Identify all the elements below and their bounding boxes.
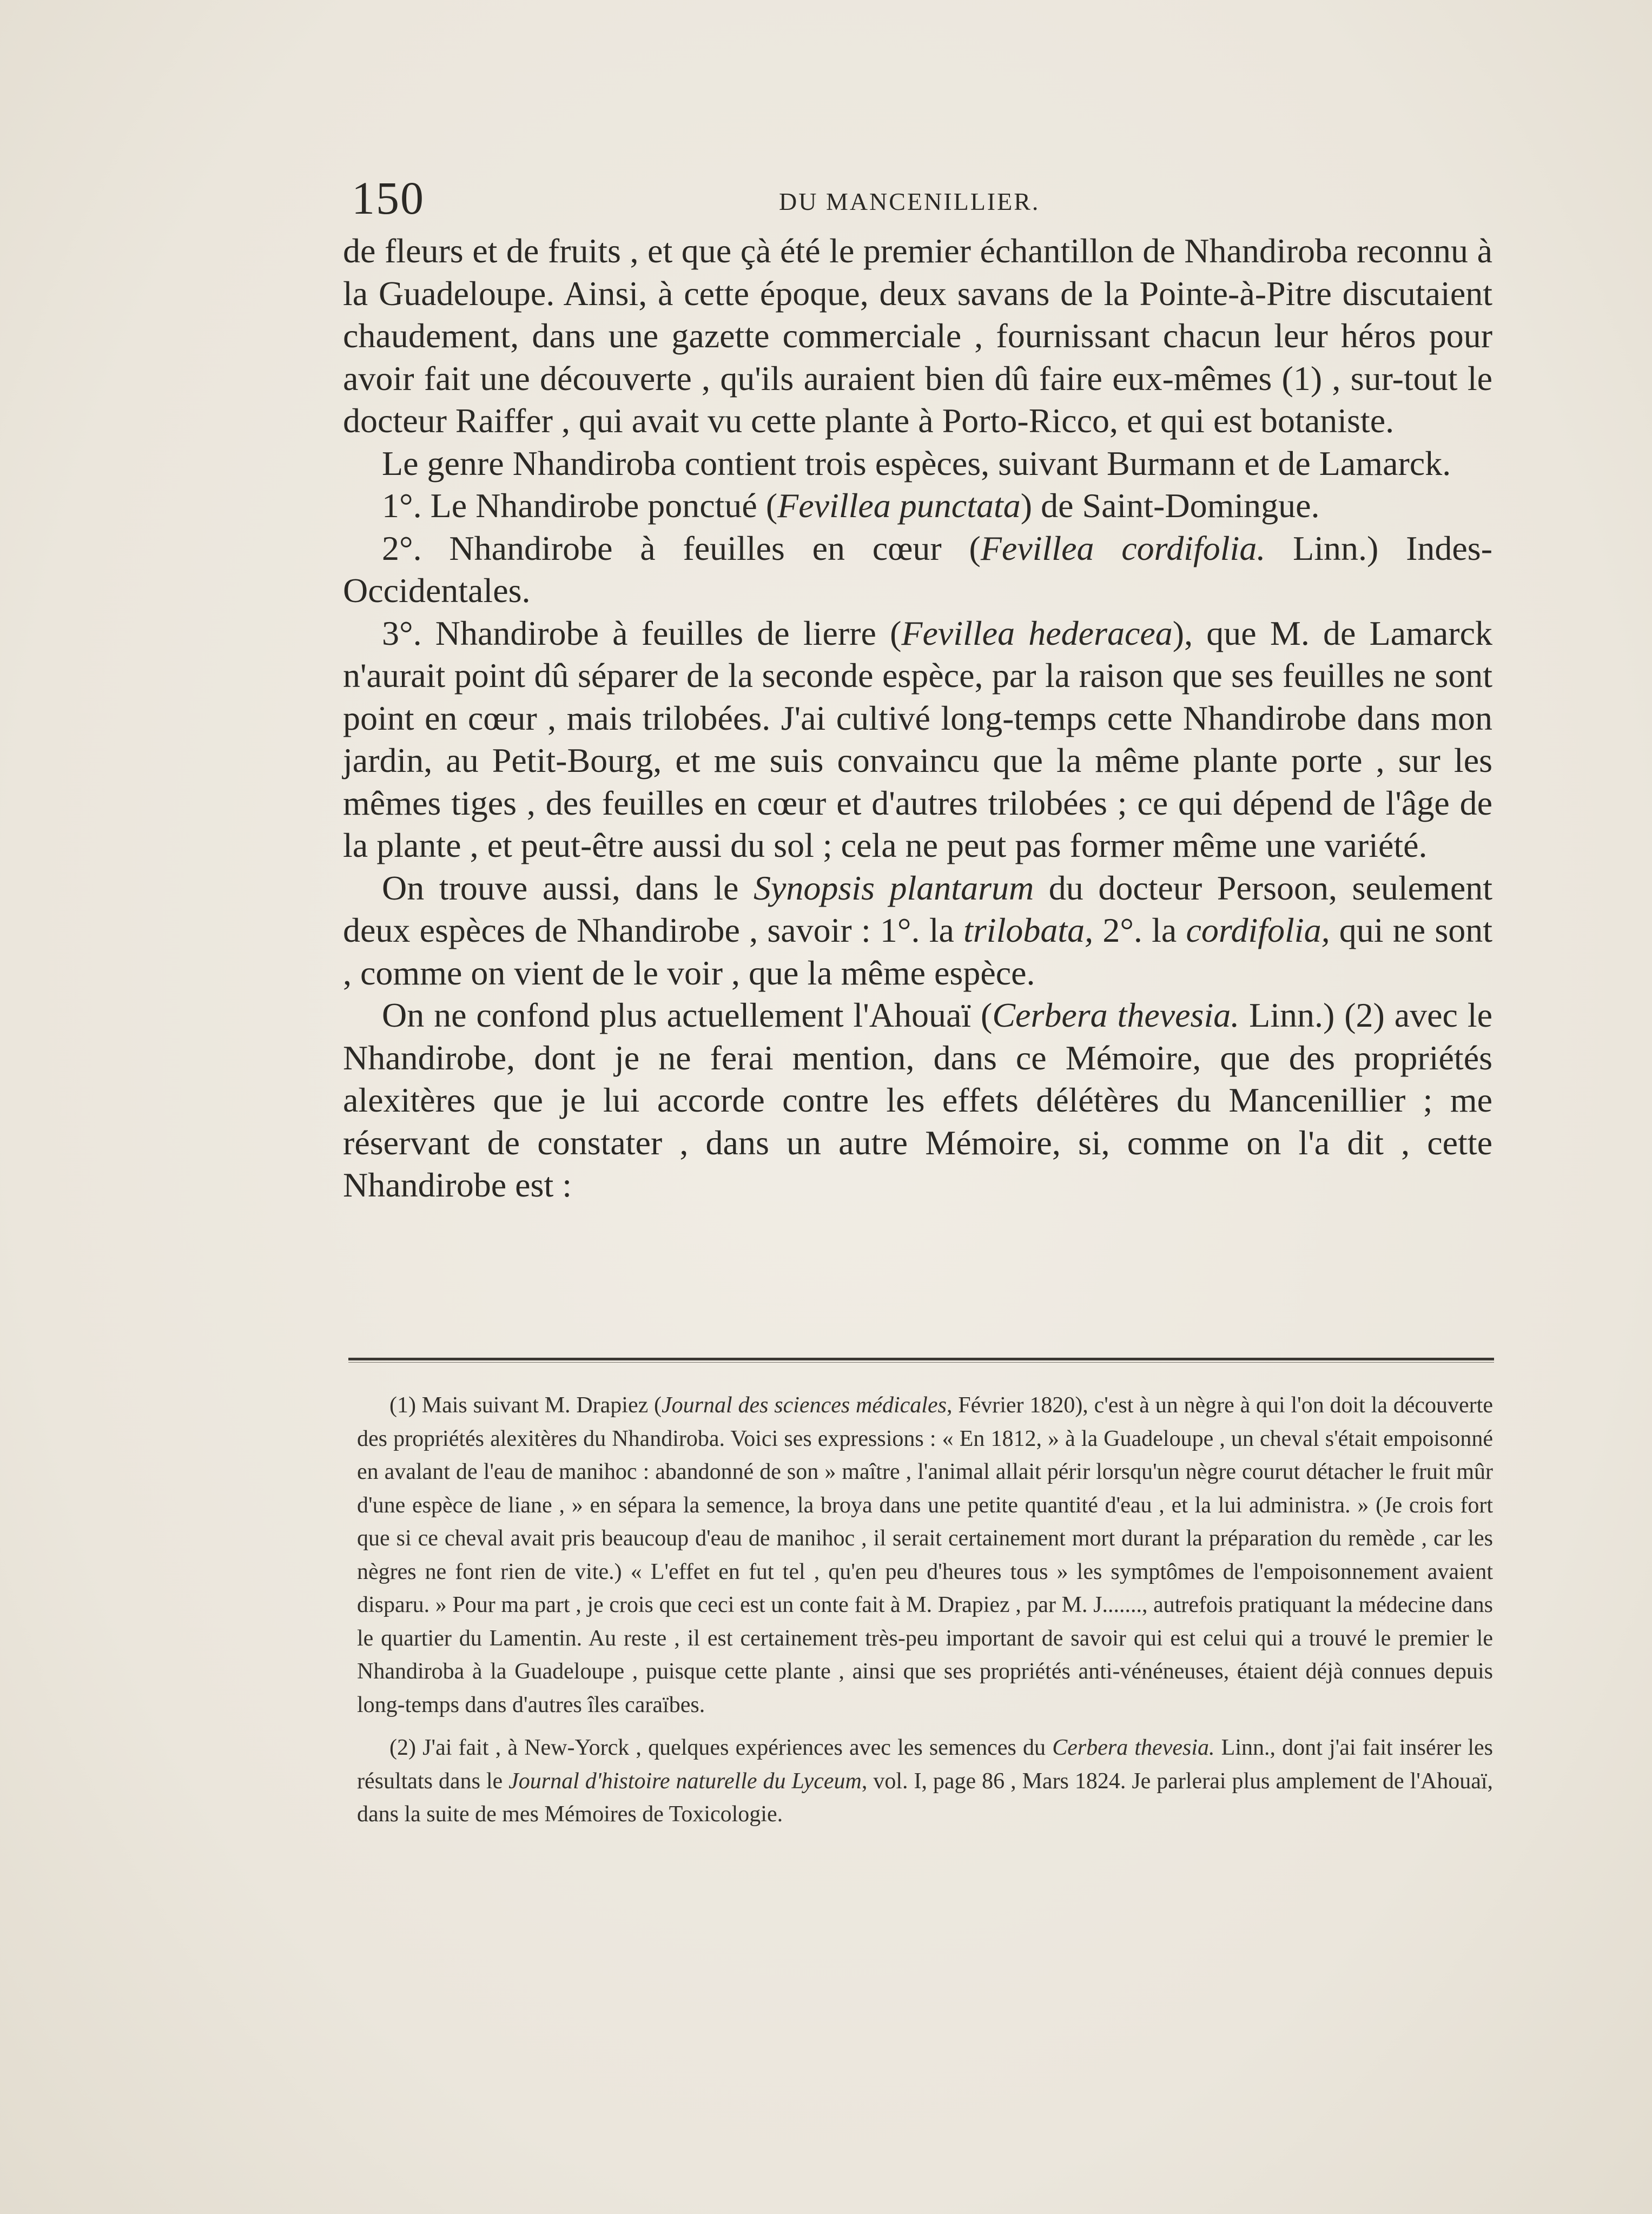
latin-name: Fevillea punctata <box>777 486 1021 525</box>
species-item-3: 3°. Nhandirobe à feuilles de lierre (Fevillea hederacea), que M. de Lamarck n'aurait point dû séparer de la seconde espèce, par la raison que ses feuilles ne sont point en cœur , mais trilobées. J'ai cultivé long-temps cette Nhandirobe dans mon jardin, au Petit-Bourg, et me suis convaincu que la même plante porte , sur les mêmes tiges , des feuilles en cœur et d'autres trilobées ; ce qui dépend de l'âge de la plante , et peut-être aussi du sol ; cela ne peut pas former même une variété. <box>343 613 1493 864</box>
footnotes <box>357 1389 1493 1832</box>
latin-name: Fevillea hederacea <box>901 613 1173 652</box>
main-text <box>343 230 1492 1207</box>
latin-name: Fevillea cordifolia. <box>980 528 1266 567</box>
page-number: 150 <box>352 172 425 224</box>
paragraph-5: On ne confond plus actuellement l'Ahouaï (Cerbera thevesia. Linn.) (2) avec le Nhandirobe, dont je ne ferai mention, dans ce Mémoire, que des propriétés alexitères que je lui accorde contre les effets délétères du Mancenillier ; me réservant de constater , dans un autre Mémoire, si, comme on l'a dit , cette Nhandirobe est : <box>343 996 1493 1204</box>
species-item-2: 2°. Nhandirobe à feuilles en cœur (Fevillea cordifolia. Linn.) Indes-Occidentales. <box>343 528 1493 610</box>
species-item-1: 1°. Le Nhandirobe ponctué (Fevillea punctata) de Saint-Domingue. <box>382 486 1320 525</box>
footnote-1: (1) Mais suivant M. Drapiez (Journal des sciences médicales, Février 1820), c'est à un nègre à qui l'on doit la découverte des propriétés alexitères du Nhandiroba. Voici ses expressions : « En 1812, » à la Guadeloupe , un cheval s'était empoisonné en avalant de l'eau de manihoc : abandonné de son » maître , l'animal allait périr lorsqu'un nègre courut détacher le fruit mûr d'une espèce de liane , » en sépara la semence, la broya dans une petite quantité d'eau , et la lui administra. » (Je crois fort que si ce cheval avait pris beaucoup d'eau de manihoc , il serait certainement mort durant la préparation du remède , car les nègres ne font rien de vite.) « L'effet en fut tel , qu'en peu d'heures tous » les symptômes de l'empoisonnement avaient disparu. » Pour ma part , je crois que ceci est un conte fait à M. Drapiez , par M. J......., autrefois pratiquant la médecine dans le quartier du Lamentin. Au reste , il est certainement très-peu important de savoir qui est celui qui a trouvé le premier le Nhandiroba à la Guadeloupe , puisque cette plante , ainsi que ses propriétés anti-vénéneuses, étaient déjà connues depuis long-temps dans d'autres îles caraïbes. <box>357 1393 1493 1717</box>
paragraph-1: de fleurs et de fruits , et que çà été le premier échantillon de Nhandiroba reconnu à la Guadeloupe. Ainsi, à cette époque, deux savans de la Pointe-à-Pitre discutaient chaudement, dans une gazette commerciale , fournissant chacun leur héros pour avoir fait une découverte , qu'ils auraient bien dû faire eux-mêmes (1) , sur-tout le docteur Raiffer , qui avait vu cette plante à Porto-Ricco, et qui est botaniste. <box>343 232 1492 440</box>
running-title: DU MANCENILLIER. <box>779 188 1040 215</box>
footnote-2: (2) J'ai fait , à New-Yorck , quelques expériences avec les semences du Cerbera thevesia. Linn., dont j'ai fait insérer les résultats dans le Journal d'histoire naturelle du Lyceum, vol. I, page 86 , Mars 1824. Je parlerai plus amplement de l'Ahouaï, dans la suite de mes Mémoires de Toxicologie. <box>357 1735 1494 1827</box>
page-header <box>341 168 1493 233</box>
footnote-rule <box>348 1358 1494 1360</box>
paragraph-2: Le genre Nhandiroba contient trois espèces, suivant Burmann et de Lamarck. <box>382 444 1451 483</box>
paragraph-4: On trouve aussi, dans le Synopsis plantarum du docteur Persoon, seulement deux espèces de Nhandirobe , savoir : 1°. la trilobata, 2°. la cordifolia, qui ne sont , comme on vient de le voir , que la même espèce. <box>343 868 1493 992</box>
